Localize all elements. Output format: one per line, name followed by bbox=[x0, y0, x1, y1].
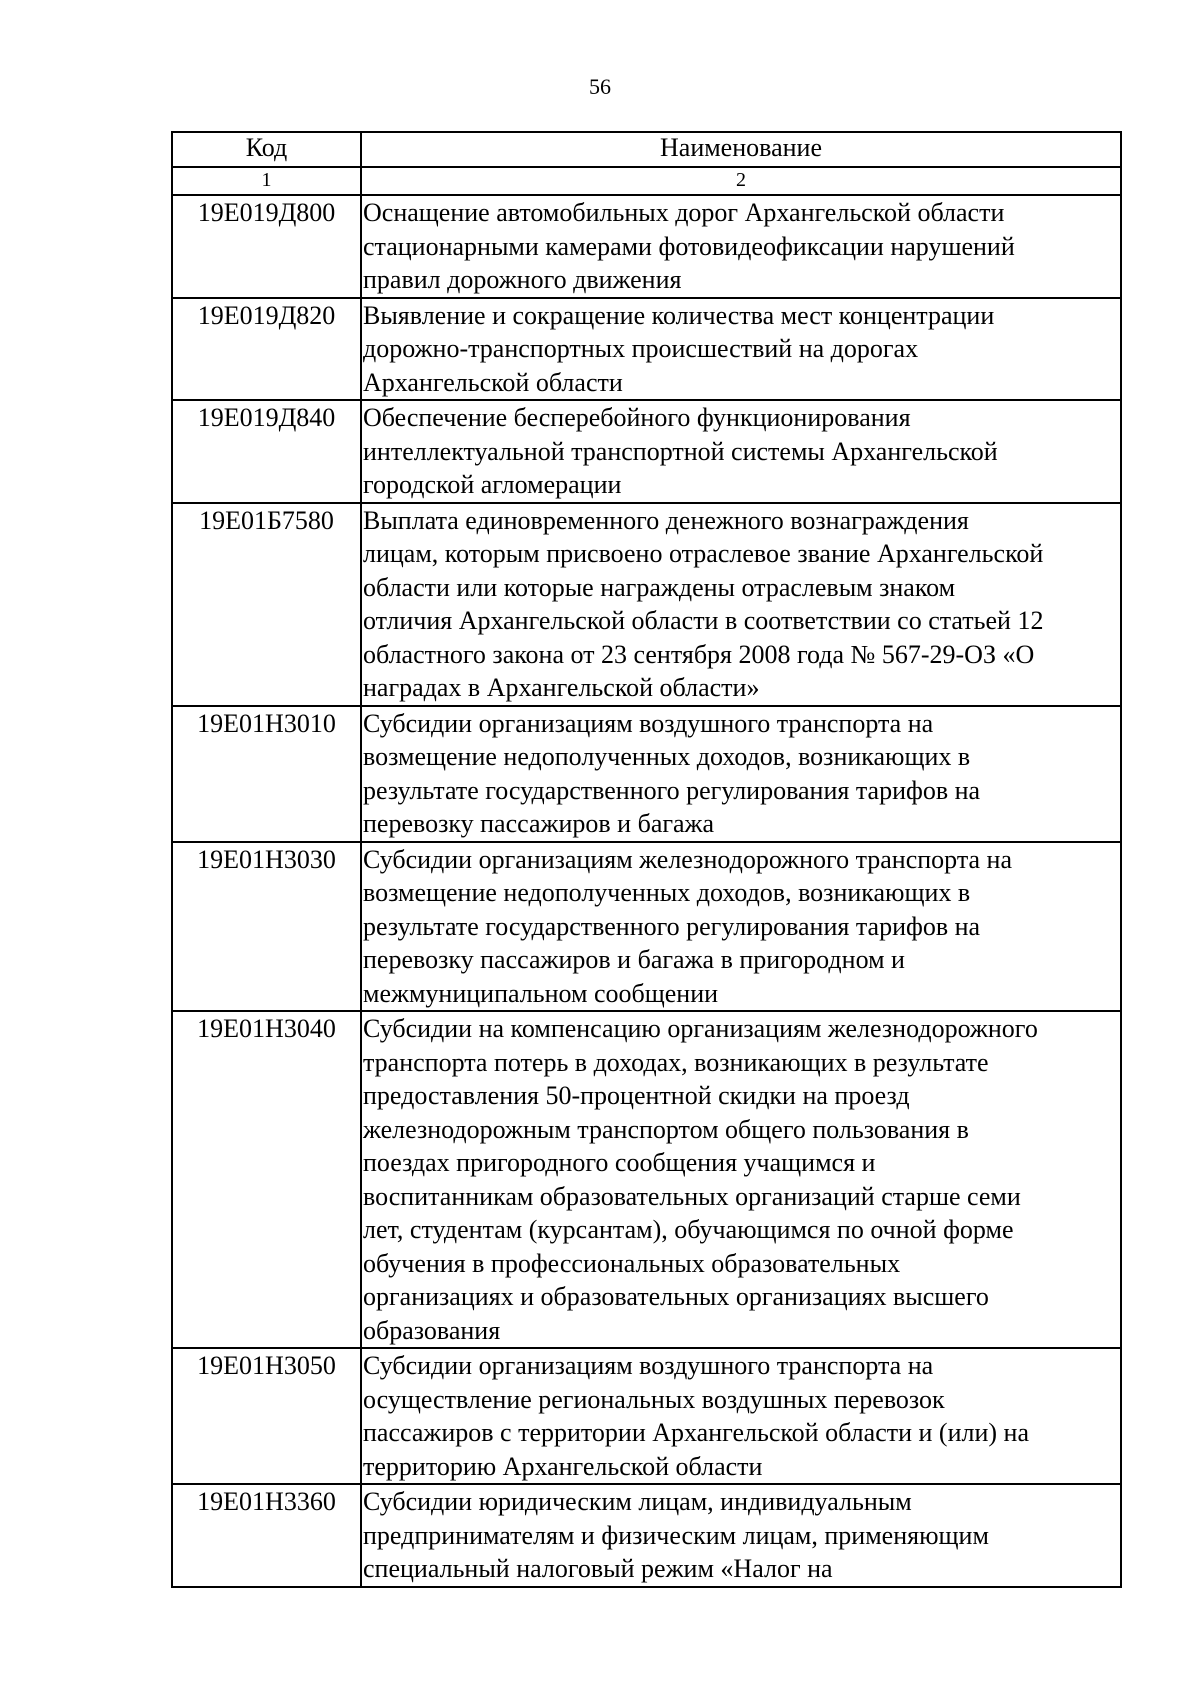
row-code: 19Е01Н3360 bbox=[172, 1484, 361, 1587]
row-name bbox=[361, 1011, 1121, 1348]
header-code: Код bbox=[172, 132, 361, 167]
row-name-line: перевозку пассажиров и багажа в пригородном и bbox=[363, 945, 905, 974]
row-code: 19Е01Б7580 bbox=[172, 503, 361, 706]
row-name-line: перевозку пассажиров и багажа bbox=[363, 809, 715, 838]
classification-table bbox=[171, 131, 1122, 1588]
row-code: 19Е019Д800 bbox=[172, 195, 361, 298]
row-code: 19Е019Д820 bbox=[172, 298, 361, 401]
row-name-line: области или которые награждены отраслевым знаком bbox=[363, 572, 956, 602]
table-header-row bbox=[172, 132, 1121, 167]
column-number-code: 1 bbox=[172, 167, 361, 195]
row-name-line: поездах пригородного сообщения учащимся и bbox=[363, 1148, 876, 1177]
row-name-line: межмуниципальном сообщении bbox=[363, 978, 719, 1008]
column-number-row bbox=[172, 167, 1121, 195]
row-name-line: наградах в Архангельской области» bbox=[363, 673, 760, 702]
table-row bbox=[172, 400, 1121, 503]
row-name-line: отличия Архангельской области в соответствии со статьей 12 bbox=[363, 606, 1044, 635]
row-name-line: Обеспечение бесперебойного функционирования bbox=[363, 403, 911, 432]
table-row bbox=[172, 195, 1121, 298]
row-name-line: предпринимателям и физическим лицам, применяющим bbox=[363, 1520, 989, 1550]
row-name-line: Оснащение автомобильных дорог Архангельской области bbox=[363, 198, 1005, 227]
table-row bbox=[172, 706, 1121, 842]
row-name-line: возмещение недополученных доходов, возникающих в bbox=[363, 742, 971, 771]
row-name bbox=[361, 706, 1121, 842]
row-name-line: Архангельской области bbox=[363, 367, 623, 397]
row-code: 19Е01Н3040 bbox=[172, 1011, 361, 1348]
row-name-line: пассажиров с территории Архангельской области и (или) на bbox=[363, 1418, 1029, 1447]
row-name-line: дорожно-транспортных происшествий на дорогах bbox=[363, 334, 919, 363]
column-number-name: 2 bbox=[361, 167, 1121, 195]
row-name-line: Субсидии на компенсацию организациям железнодорожного bbox=[363, 1014, 1038, 1043]
row-name bbox=[361, 1484, 1121, 1587]
row-name bbox=[361, 1348, 1121, 1484]
row-name-line: транспорта потерь в доходах, возникающих в результате bbox=[363, 1047, 989, 1077]
row-name bbox=[361, 842, 1121, 1012]
row-name-line: интеллектуальной транспортной системы Архангельской bbox=[363, 436, 998, 466]
page-number: 56 bbox=[589, 74, 611, 99]
table-body bbox=[172, 195, 1121, 1587]
row-name-line: осуществление региональных воздушных перевозок bbox=[363, 1384, 945, 1414]
row-name-line: Субсидии организациям железнодорожного транспорта на bbox=[363, 844, 1012, 874]
row-name-line: Субсидии организациям воздушного транспорта на bbox=[363, 708, 934, 738]
table-row bbox=[172, 1011, 1121, 1348]
row-name-line: Субсидии организациям воздушного транспорта на bbox=[363, 1351, 934, 1380]
header-name: Наименование bbox=[361, 132, 1121, 167]
row-name bbox=[361, 298, 1121, 401]
row-name-line: результате государственного регулирования тарифов на bbox=[363, 775, 981, 805]
row-name bbox=[361, 503, 1121, 706]
row-name bbox=[361, 400, 1121, 503]
row-name-line: результате государственного регулирования тарифов на bbox=[363, 911, 981, 941]
row-name-line: областного закона от 23 сентября 2008 года № 567-29-ОЗ «О bbox=[363, 639, 1035, 669]
row-name-line: обучения в профессиональных образовательных bbox=[363, 1248, 901, 1278]
row-name-line: железнодорожным транспортом общего пользования в bbox=[363, 1114, 969, 1144]
row-name bbox=[361, 195, 1121, 298]
row-name-line: лет, студентам (курсантам), обучающимся по очной форме bbox=[363, 1215, 1014, 1244]
table-row bbox=[172, 503, 1121, 706]
row-name-line: организациях и образовательных организациях высшего bbox=[363, 1282, 989, 1311]
row-code: 19Е019Д840 bbox=[172, 400, 361, 503]
row-name-line: правил дорожного движения bbox=[363, 265, 682, 294]
row-name-line: специальный налоговый режим «Налог на bbox=[363, 1554, 833, 1583]
row-code: 19Е01Н3050 bbox=[172, 1348, 361, 1484]
row-name-line: Выявление и сокращение количества мест концентрации bbox=[363, 300, 995, 330]
row-name-line: стационарными камерами фотовидеофиксации нарушений bbox=[363, 231, 1015, 261]
row-name-line: возмещение недополученных доходов, возникающих в bbox=[363, 878, 971, 907]
row-name-line: воспитанникам образовательных организаций старше семи bbox=[363, 1181, 1021, 1211]
row-name-line: лицам, которым присвоено отраслевое звание Архангельской bbox=[363, 539, 1044, 568]
row-name-line: предоставления 50-процентной скидки на проезд bbox=[363, 1081, 910, 1110]
row-name-line: городской агломерации bbox=[363, 470, 622, 499]
table-row bbox=[172, 1348, 1121, 1484]
row-name-line: образования bbox=[363, 1315, 501, 1345]
table-row bbox=[172, 842, 1121, 1012]
row-name-line: Субсидии юридическим лицам, индивидуальным bbox=[363, 1487, 912, 1516]
row-name-line: территорию Архангельской области bbox=[363, 1451, 763, 1481]
table-row bbox=[172, 298, 1121, 401]
row-code: 19Е01Н3030 bbox=[172, 842, 361, 1012]
table-row bbox=[172, 1484, 1121, 1587]
row-name-line: Выплата единовременного денежного вознаграждения bbox=[363, 505, 969, 535]
row-code: 19Е01Н3010 bbox=[172, 706, 361, 842]
